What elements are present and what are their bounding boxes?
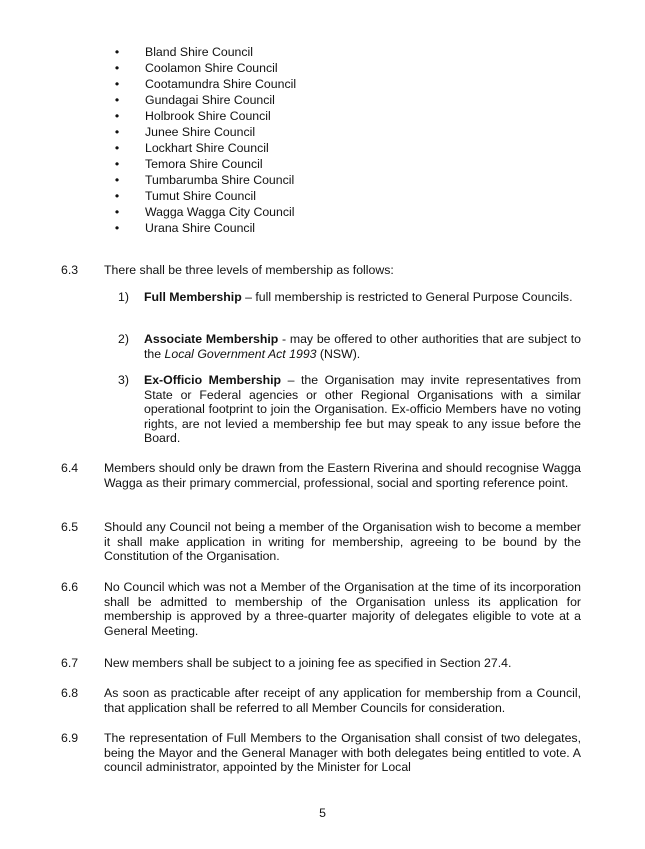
membership-level-full: [118, 290, 581, 305]
clause-6-9: [61, 731, 581, 775]
level-number: 1): [118, 290, 129, 304]
council-name: Tumut Shire Council: [145, 189, 256, 203]
clause-number: 6.3: [61, 263, 79, 277]
clause-number: 6.5: [61, 520, 79, 534]
bullet-icon: •: [114, 109, 120, 123]
bullet-icon: •: [114, 141, 120, 155]
clause-6-3: [61, 263, 581, 278]
clause-6-6: [61, 580, 581, 638]
council-name: Holbrook Shire Council: [145, 109, 271, 123]
level-text: [144, 373, 581, 446]
member-council-list: [112, 44, 296, 236]
clause-6-4: [61, 461, 581, 490]
bullet-icon: •: [114, 125, 120, 139]
level-number: 3): [118, 373, 129, 387]
clause-text: New members shall be subject to a joining fee as specified in Section 27.4.: [104, 656, 512, 670]
level-description: – full membership is restricted to General Purpose Councils.: [241, 290, 573, 304]
page-number: 5: [319, 806, 326, 820]
clause-text: The representation of Full Members to the Organisation shall consist of two delegates, being the Mayor and the General Manager with both delegates being entitled to vote. A council administrator, appointed by the Minister for Local: [104, 731, 581, 775]
list-item: [112, 124, 296, 140]
list-item: [112, 220, 296, 236]
membership-level-associate: [118, 332, 581, 361]
clause-text: No Council which was not a Member of the Organisation at the time of its incorporation shall be admitted to membership of the Organisation unless its application for membership is approved by a three-quarter majority of delegates eligible to vote at a General Meeting.: [104, 580, 581, 638]
list-item: [112, 156, 296, 172]
list-item: [112, 188, 296, 204]
level-term: Ex-Officio Membership: [144, 373, 282, 387]
bullet-icon: •: [114, 61, 120, 75]
clause-number: 6.7: [61, 656, 79, 670]
council-name: Junee Shire Council: [145, 125, 256, 139]
council-name: Lockhart Shire Council: [145, 141, 269, 155]
list-item: [112, 44, 296, 60]
level-number: 2): [118, 332, 129, 346]
level-text: [144, 332, 581, 361]
bullet-icon: •: [114, 77, 120, 91]
bullet-icon: •: [114, 93, 120, 107]
clause-text: There shall be three levels of membership as follows:: [104, 263, 394, 277]
list-item: [112, 108, 296, 124]
council-name: Wagga Wagga City Council: [145, 205, 295, 219]
list-item: [112, 140, 296, 156]
council-name: Urana Shire Council: [145, 221, 256, 235]
council-name: Tumbarumba Shire Council: [145, 173, 295, 187]
clause-number: 6.9: [61, 731, 79, 745]
act-title: Local Government Act 1993: [164, 346, 317, 361]
list-item: [112, 60, 296, 76]
level-description-end: (NSW).: [316, 346, 361, 361]
level-text: [144, 290, 581, 305]
list-item: [112, 92, 296, 108]
list-item: [112, 204, 296, 220]
membership-level-ex-officio: [118, 373, 581, 446]
bullet-icon: •: [114, 45, 120, 59]
council-name: Cootamundra Shire Council: [145, 77, 297, 91]
bullet-icon: •: [114, 189, 120, 203]
council-name: Coolamon Shire Council: [145, 61, 278, 75]
council-name: Temora Shire Council: [145, 157, 263, 171]
list-item: [112, 172, 296, 188]
clause-text: Members should only be drawn from the Eastern Riverina and should recognise Wagga Wagga as their primary commercial, professional, social and sporting reference point.: [104, 461, 581, 490]
bullet-icon: •: [114, 205, 120, 219]
clause-text: Should any Council not being a member of the Organisation wish to become a member it shall make application in writing for membership, agreeing to be bound by the Constitution of the Organisation.: [104, 520, 581, 564]
council-name: Gundagai Shire Council: [145, 93, 275, 107]
bullet-icon: •: [114, 173, 120, 187]
level-term: Full Membership: [144, 290, 242, 304]
clause-6-7: [61, 656, 581, 671]
clause-number: 6.4: [61, 461, 79, 475]
clause-6-5: [61, 520, 581, 564]
bullet-icon: •: [114, 221, 120, 235]
clause-text: As soon as practicable after receipt of any application for membership from a Council, that application shall be referred to all Member Councils for consideration.: [104, 686, 581, 715]
clause-number: 6.6: [61, 580, 79, 594]
clause-number: 6.8: [61, 686, 79, 700]
list-item: [112, 76, 296, 92]
level-description: – the Organisation may invite representatives from State or Federal agencies or other Regional Organisations with a similar operational footprint to join the Organisation. Ex-officio Members have no voting rights, are not levied a membership fee but may speak to any issue before the Board.: [144, 373, 582, 446]
level-description: - may be offered to other authorities that are subject to the: [144, 332, 581, 361]
council-name: Bland Shire Council: [145, 45, 254, 59]
level-term: Associate Membership: [144, 332, 279, 346]
clause-6-8: [61, 686, 581, 715]
bullet-icon: •: [114, 157, 120, 171]
